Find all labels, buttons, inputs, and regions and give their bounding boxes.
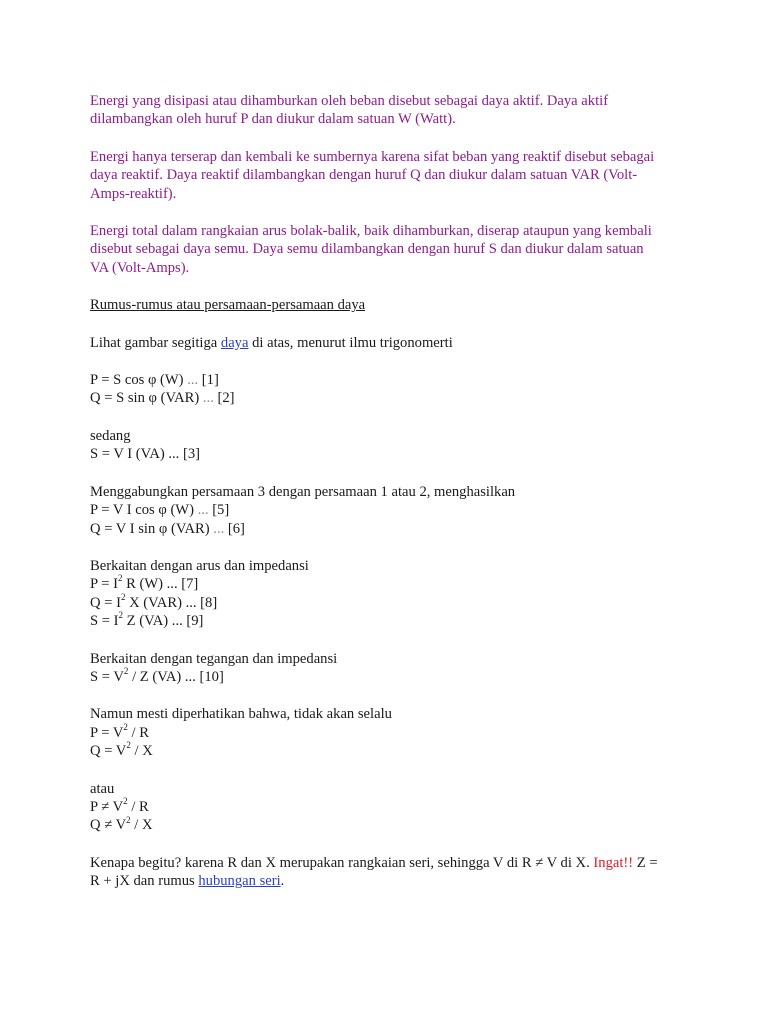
paragraph-daya-aktif: Energi yang disipasi atau dihamburkan oleh beban disebut sebagai daya aktif. Daya aktif dilambangkan oleh huruf P dan diukur dalam satuan W (Watt). — [90, 93, 609, 128]
paragraph-daya-semu: Energi total dalam rangkaian arus bolak-balik, baik dihamburkan, diserap ataupun yang kembali disebut sebagai daya semu. Daya semu dilambangkan dengan huruf S dan diukur dalam satuan VA (Volt-Amps). — [90, 223, 652, 276]
equation-2: Q = S sin φ (VAR) ... [2] — [90, 390, 235, 407]
equation-10: $S = V^2 / Z$ (VA) ... [10] — [90, 666, 224, 685]
alert-ingat: Ingat!! — [593, 854, 634, 871]
text-atau: atau — [90, 780, 115, 797]
equation-6: Q = V I sin φ (VAR) ... [6] — [90, 520, 245, 537]
text-sedang: sedang — [90, 427, 131, 444]
equation-7: $P = I^2$ R (W) ... [7] — [90, 573, 199, 593]
equation-8: $Q = I^2$ X (VAR) ... [8] — [90, 591, 218, 611]
current-heading: Berkaitan dengan arus dan impedansi — [90, 557, 309, 574]
closing-paragraph: Kenapa begitu? karena R dan X merupakan rangkaian seri, sehingga V di R ≠ V di X. Ingat!! Z = R + jX dan rumus hubungan seri. — [90, 854, 658, 890]
voltage-heading: Berkaitan dengan tegangan dan impedansi — [90, 650, 338, 667]
equation-9: $S = I^2$ Z (VA) ... [9] — [90, 610, 204, 630]
link-hubungan-seri[interactable]: hubungan seri — [198, 873, 281, 890]
equation-p-not-equal: $P \ne V^2 / R$ — [90, 796, 149, 815]
intro-line: Lihat gambar segitiga daya di atas, menurut ilmu trigonomerti — [90, 334, 453, 351]
link-daya[interactable]: daya — [220, 334, 249, 351]
equation-1: P = S cos φ (W) ... [1] — [90, 372, 219, 389]
note-text: Namun mesti diperhatikan bahwa, tidak akan selalu — [90, 706, 392, 723]
document-content — [90, 92, 690, 891]
combine-text: Menggabungkan persamaan 3 dengan persamaan 1 atau 2, menghasilkan — [90, 483, 516, 500]
equation-q-v2-x: $Q = V^2 / X$ — [90, 740, 153, 760]
equation-5: P = V I cos φ (W) ... [5] — [90, 502, 230, 519]
equation-q-not-equal: $Q \ne V^2 / X$ — [90, 814, 153, 834]
equation-3: S = V I (VA) ... [3] — [90, 446, 200, 463]
equation-p-v2-r: $P = V^2 / R$ — [90, 721, 149, 741]
section-heading-rumus: Rumus-rumus atau persamaan-persamaan daya — [90, 297, 366, 314]
paragraph-daya-reaktif: Energi hanya terserap dan kembali ke sumbernya karena sifat beban yang reaktif disebut sebagai daya reaktif. Daya reaktif dilambangkan dengan huruf Q dan diukur dalam satuan VAR (Volt- Amps-reaktif). — [90, 148, 655, 202]
